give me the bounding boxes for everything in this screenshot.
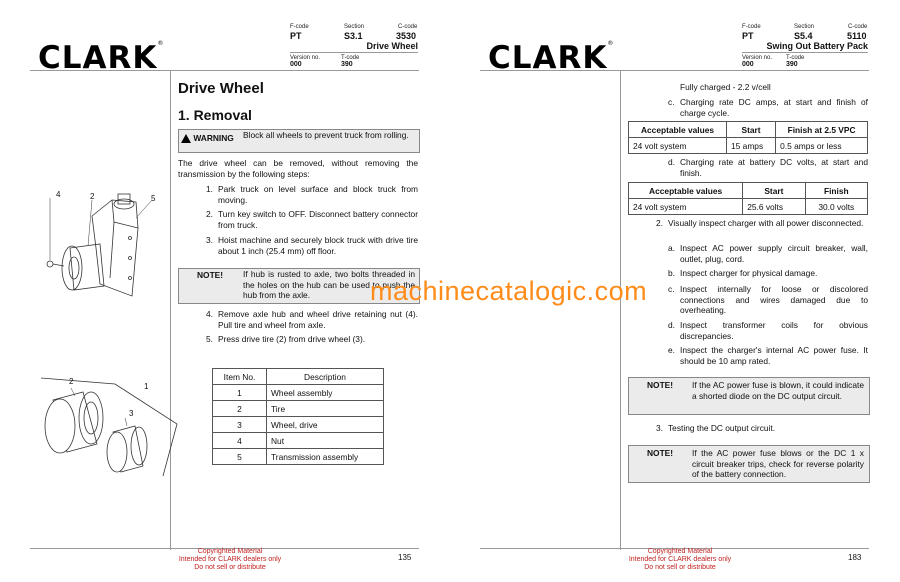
callout-label: 3 (129, 409, 134, 418)
table-cell: Wheel, drive (267, 417, 384, 433)
watermark: machinecatalogic.com (370, 276, 648, 306)
tcode-value: 390 (786, 61, 798, 68)
step-text: Press drive tire (2) from drive wheel (3). (218, 334, 366, 344)
item-text: Inspect transformer coils for obvious discrepancies. (680, 320, 868, 341)
table-cell: Transmission assembly (267, 449, 384, 465)
table-cell: Nut (267, 433, 384, 449)
note-label: NOTE! (647, 380, 674, 390)
fcode-value: PT (290, 31, 302, 41)
fcode-label: F-code (742, 24, 761, 30)
step-text: Park truck on level surface and block truck from moving. (218, 184, 418, 205)
version-value: 000 (742, 61, 754, 68)
column-header: Description (267, 369, 384, 385)
column-header: Item No. (213, 369, 267, 385)
item-letter: d. (668, 320, 675, 330)
column-header: Finish (805, 183, 867, 199)
table-header-row (629, 183, 868, 199)
table-row (213, 433, 384, 449)
charging-amps-table (628, 121, 868, 154)
item-letter: c. (668, 97, 675, 107)
item-letter: b. (668, 268, 675, 278)
item-text: Inspect AC power supply circuit breaker, wall, outlet, plug, cord. (680, 243, 868, 264)
table-row (629, 138, 868, 154)
page-number: 135 (398, 553, 412, 562)
section-title: Drive Wheel (366, 41, 418, 51)
section-label: Section (794, 24, 815, 30)
charging-volts-table (628, 182, 868, 215)
step-number: 1. (206, 184, 213, 194)
callout-label: 4 (56, 190, 61, 199)
ccode-label: C-code (398, 24, 418, 30)
table-header-row (629, 122, 868, 138)
fully-charged-text: Fully charged - 2.2 v/cell (680, 82, 771, 92)
section-title: Swing Out Battery Pack (766, 41, 868, 51)
step-text: Hoist machine and securely block truck with drive tire about 1 inch (25.4 mm) off floor. (218, 235, 418, 256)
column-header: Finish at 2.5 VPC (776, 122, 868, 138)
callout-label: 2 (69, 377, 74, 386)
section-heading: 1. Removal (178, 107, 252, 123)
table-cell: 25.6 volts (743, 199, 805, 215)
item-text: Charging rate at battery DC volts, at start and finish. (680, 157, 868, 178)
ccode-value: 3530 (396, 31, 417, 41)
step-number: 2. (656, 218, 663, 228)
warning-icon (181, 134, 191, 143)
step-text: Remove axle hub and wheel drive retaining nut (4). Pull tire and wheel from axle. (218, 309, 418, 330)
table-cell: 4 (213, 433, 267, 449)
table-cell: Tire (267, 401, 384, 417)
warning-label: WARNING (181, 133, 234, 143)
note-text: If the AC power fuse blows or the DC 1 x circuit breaker trips, check for reverse polarity of the battery connection. (692, 448, 864, 479)
ccode-label: C-code (848, 24, 868, 30)
step-text: Visually inspect charger with all power disconnected. (668, 218, 864, 228)
version-label: Version no. (290, 55, 321, 61)
table-row (213, 449, 384, 465)
table-cell: 2 (213, 401, 267, 417)
copyright-notice: Copyrighted Material Intended for CLARK dealers only Do not sell or distribute (628, 548, 732, 571)
callout-label: 5 (151, 194, 156, 203)
column-header: Start (743, 183, 805, 199)
table-row (213, 417, 384, 433)
callout-label: 2 (90, 192, 95, 201)
column-header: Acceptable values (629, 122, 727, 138)
item-letter: d. (668, 157, 675, 167)
note-text: If the AC power fuse is blown, it could indicate a shorted diode on the DC output circuit. (692, 380, 864, 401)
table-header-row (213, 369, 384, 385)
table-row (213, 401, 384, 417)
clark-logo: CLARK® (38, 40, 165, 76)
version-label: Version no. (742, 55, 773, 61)
item-letter: e. (668, 345, 675, 355)
fcode-value: PT (742, 31, 754, 41)
item-text: Inspect charger for physical damage. (680, 268, 818, 278)
item-text: Charging rate DC amps, at start and finish of charge cycle. (680, 97, 868, 118)
tcode-value: 390 (341, 61, 353, 68)
table-cell: 1 (213, 385, 267, 401)
clark-logo: CLARK® (488, 40, 615, 76)
item-text: Inspect internally for loose or discolored connections and wires damaged due to overheating. (680, 284, 868, 315)
item-letter: a. (668, 243, 675, 253)
table-cell: 24 volt system (629, 199, 743, 215)
page-title: Drive Wheel (178, 80, 264, 97)
step-number: 5. (206, 334, 213, 344)
table-cell: 24 volt system (629, 138, 727, 154)
ccode-value: 5110 (847, 31, 867, 41)
version-value: 000 (290, 61, 302, 68)
wheel-exploded-figure (35, 370, 185, 485)
table-cell: Wheel assembly (267, 385, 384, 401)
drive-unit-figure (40, 188, 170, 300)
step-text: Testing the DC output circuit. (668, 423, 776, 433)
column-header: Acceptable values (629, 183, 743, 199)
tcode-label: T-code (341, 55, 360, 61)
tcode-label: T-code (786, 55, 805, 61)
item-text: Inspect the charger's internal AC power fuse. It should be 10 amp rated. (680, 345, 868, 366)
intro-text: The drive wheel can be removed, without removing the transmission by the following steps: (178, 158, 418, 179)
section-value: S5.4 (794, 31, 813, 41)
step-number: 2. (206, 209, 213, 219)
table-cell: 0.5 amps or less (776, 138, 868, 154)
section-label: Section (344, 24, 365, 30)
callout-label: 1 (144, 382, 149, 391)
table-row (213, 385, 384, 401)
note-label: NOTE! (647, 448, 674, 458)
step-number: 3. (206, 235, 213, 245)
section-value: S3.1 (344, 31, 363, 41)
table-cell: 15 amps (727, 138, 776, 154)
parts-table (212, 368, 384, 465)
table-cell: 3 (213, 417, 267, 433)
note-label: NOTE! (197, 270, 224, 280)
table-cell: 5 (213, 449, 267, 465)
page-number: 183 (848, 553, 862, 562)
note-text: If hub is rusted to axle, two bolts threaded in the holes on the hub can be used to push the hub from the axle. (243, 269, 415, 300)
table-cell: 30.0 volts (805, 199, 867, 215)
table-row (629, 199, 868, 215)
copyright-notice: Copyrighted Material Intended for CLARK dealers only Do not sell or distribute (178, 548, 282, 571)
warning-text: Block all wheels to prevent truck from rolling. (243, 130, 409, 140)
step-text: Turn key switch to OFF. Disconnect battery connector from truck. (218, 209, 418, 230)
step-number: 4. (206, 309, 213, 319)
column-header: Start (727, 122, 776, 138)
fcode-label: F-code (290, 24, 309, 30)
item-letter: c. (668, 284, 675, 294)
step-number: 3. (656, 423, 663, 433)
